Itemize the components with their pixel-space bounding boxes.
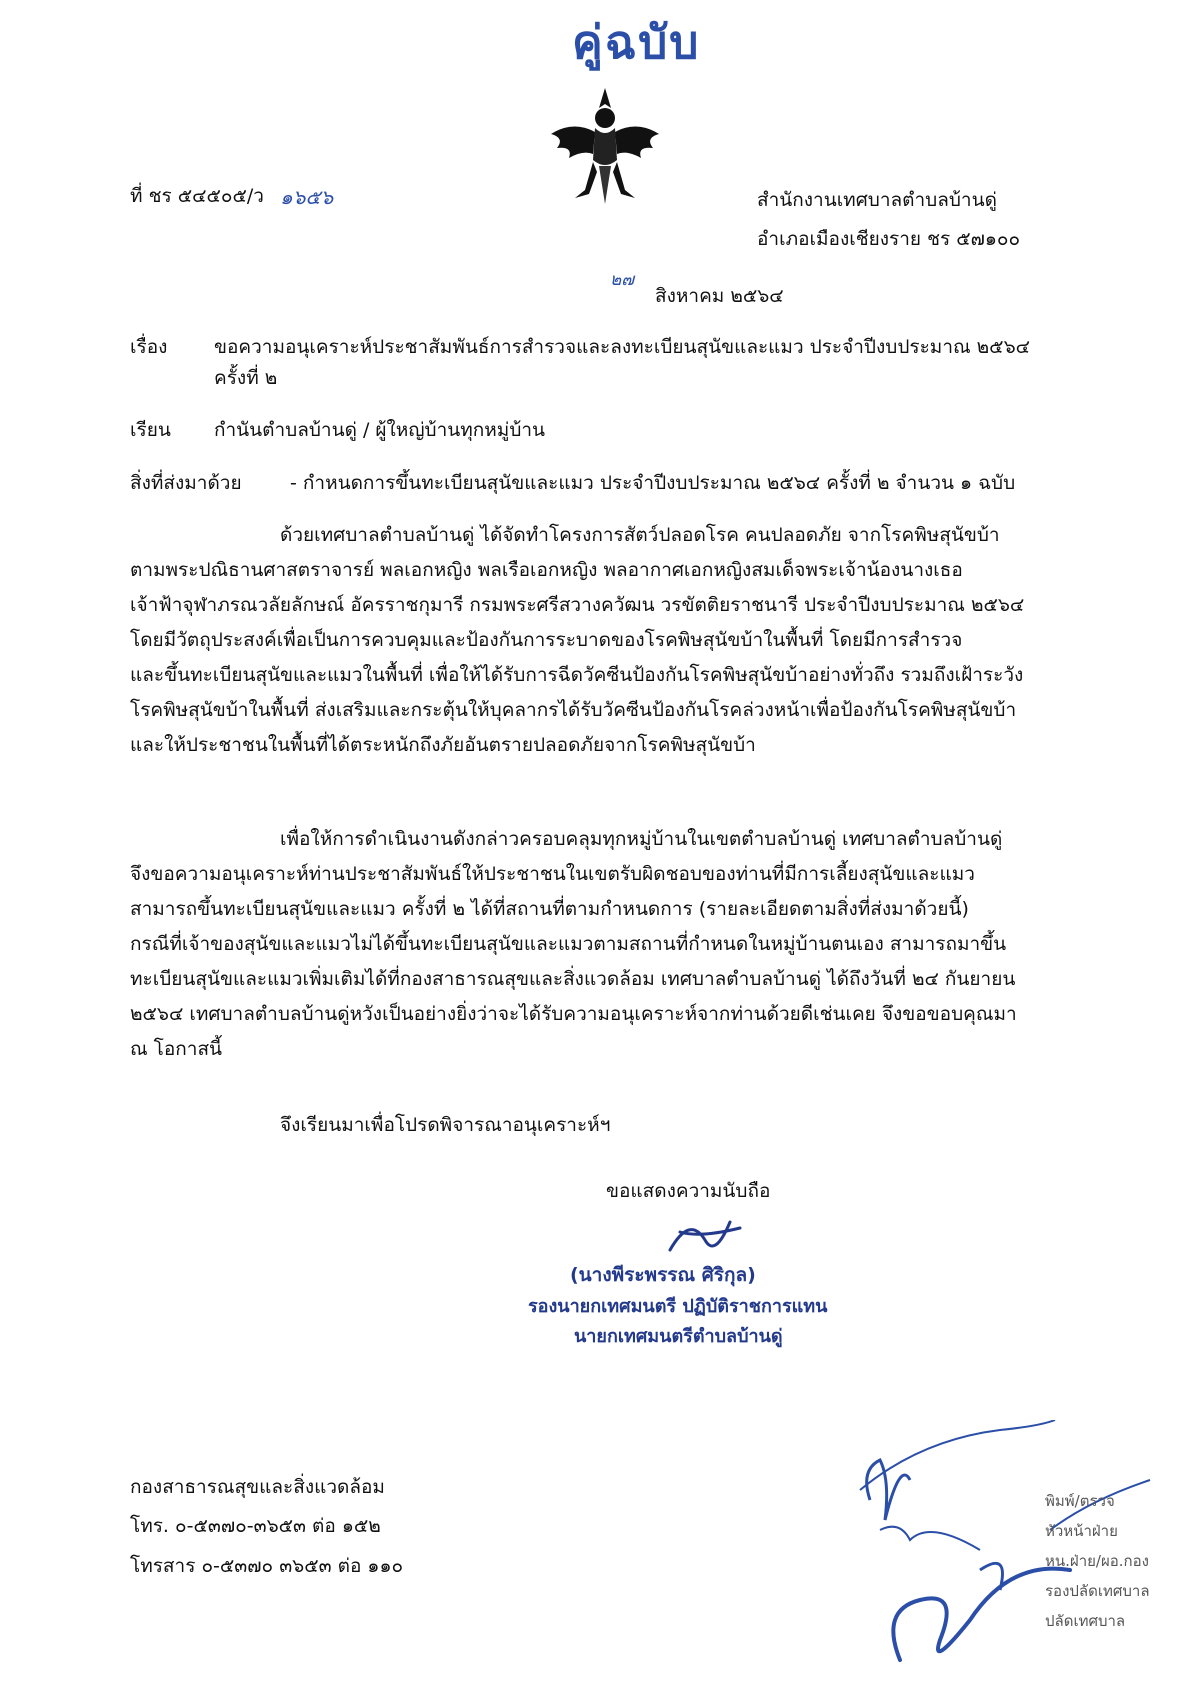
garuda-emblem-icon <box>545 80 665 210</box>
body-paragraph-2 <box>130 822 1110 1067</box>
routing-list <box>1045 1486 1150 1636</box>
paragraph-line: ณ โอกาสนี้ <box>130 1038 223 1060</box>
footer-fax: โทรสาร ๐-๕๓๗๐ ๓๖๕๓ ต่อ ๑๑๐ <box>130 1555 404 1577</box>
paragraph-line: ด้วยเทศบาลตำบลบ้านดู่ ได้จัดทำโครงการสัตว์ปลอดโรค คนปลอดภัย จากโรคพิษสุนัขบ้า <box>280 524 1000 546</box>
paragraph-line: สามารถขึ้นทะเบียนสุนัขและแมว ครั้งที่ ๒ ได้ที่สถานที่ตามกำหนดการ (รายละเอียดตามสิ่งที่ส่งมาด้วยนี้) <box>130 898 969 920</box>
paragraph-line: โรคพิษสุนัขบ้าในพื้นที่ ส่งเสริมและกระตุ้นให้บุคลากรได้รับวัคซีนป้องกันโรคล่วงหน้าเพื่อป้องกันโรคพิษสุนัขบ้า <box>130 699 1017 721</box>
closing-salutation: ขอแสดงความนับถือ <box>606 1180 771 1202</box>
paragraph-line: จึงขอความอนุเคราะห์ท่านประชาสัมพันธ์ให้ประชาชนในเขตรับผิดชอบของท่านที่มีการเลี้ยงสุนัขและแมว <box>130 863 975 885</box>
body-paragraph-1 <box>130 518 1110 763</box>
date-day-handwritten: ๒๗ <box>610 270 634 290</box>
subject-label: เรื่อง <box>130 336 168 358</box>
subject-line2: ครั้งที่ ๒ <box>214 367 278 389</box>
office-address: อำเภอเมืองเชียงราย ชร ๕๗๑๐๐ <box>757 228 1021 250</box>
paragraph-line: ทะเบียนสุนัขและแมวเพิ่มเติมได้ที่กองสาธารณสุขและสิ่งแวดล้อม เทศบาลตำบลบ้านดู่ ได้ถึงวันที่ ๒๔ กันยายน <box>130 968 1016 990</box>
routing-line: รองปลัดเทศบาล <box>1045 1582 1150 1600</box>
paragraph-line: ตามพระปณิธานศาสตราจารย์ พลเอกหญิง พลเรือเอกหญิง พลอากาศเอกหญิงสมเด็จพระเจ้าน้องนางเธอ <box>130 559 963 581</box>
paragraph-line: เพื่อให้การดำเนินงานดังกล่าวครอบคลุมทุกหมู่บ้านในเขตตำบลบ้านดู่ เทศบาลตำบลบ้านดู่ <box>280 828 1003 850</box>
reference-number: ที่ ชร ๕๔๕๐๕/ว <box>130 185 264 207</box>
paragraph-line: กรณีที่เจ้าของสุนัขและแมวไม่ได้ขึ้นทะเบียนสุนัขและแมวตามสถานที่กำหนดในหมู่บ้านตนเอง สามารถมาขึ้น <box>130 933 1007 955</box>
routing-line: หัวหน้าฝ่าย <box>1045 1522 1118 1540</box>
routing-line: ปลัดเทศบาล <box>1045 1612 1126 1630</box>
signatory-name: (นางพีระพรรณ ศิริกุล) <box>570 1264 756 1286</box>
paragraph-line: โดยมีวัตถุประสงค์เพื่อเป็นการควบคุมและป้องกันการระบาดของโรคพิษสุนัขบ้าในพื้นที่ โดยมีการสำรวจ <box>130 629 963 651</box>
copy-stamp: คู่ฉบับ <box>572 15 701 69</box>
office-name: สำนักงานเทศบาลตำบลบ้านดู่ <box>757 189 997 211</box>
to-label: เรียน <box>130 419 171 441</box>
letter-date: สิงหาคม ๒๕๖๔ <box>655 285 784 307</box>
closing-request: จึงเรียนมาเพื่อโปรดพิจารณาอนุเคราะห์ฯ <box>280 1114 611 1136</box>
paragraph-line: เจ้าฟ้าจุฬาภรณวลัยลักษณ์ อัครราชกุมารี กรมพระศรีสวางควัฒน วรขัตติยราชนารี ประจำปีงบประมาณ ๒๕๖๔ <box>130 594 1025 616</box>
signature-mark-icon <box>660 1210 750 1265</box>
paragraph-line: ๒๕๖๔ เทศบาลตำบลบ้านดู่หวังเป็นอย่างยิ่งว่าจะได้รับความอนุเคราะห์จากท่านด้วยดีเช่นเคย จึงขอขอบคุณมา <box>130 1003 1017 1025</box>
signatory-position-2: นายกเทศมนตรีตำบลบ้านดู่ <box>574 1326 783 1347</box>
paragraph-line: และให้ประชาชนในพื้นที่ได้ตระหนักถึงภัยอันตรายปลอดภัยจากโรคพิษสุนัขบ้า <box>130 734 756 756</box>
footer-department: กองสาธารณสุขและสิ่งแวดล้อม <box>130 1476 385 1498</box>
enclosure-value: - กำหนดการขึ้นทะเบียนสุนัขและแมว ประจำปีงบประมาณ ๒๕๖๔ ครั้งที่ ๒ จำนวน ๑ ฉบับ <box>290 472 1016 494</box>
routing-line: พิมพ์/ตรวจ <box>1045 1492 1115 1510</box>
paragraph-line: และขึ้นทะเบียนสุนัขและแมวในพื้นที่ เพื่อให้ได้รับการฉีดวัคซีนป้องกันโรคพิษสุนัขบ้าอย่างทั่วถึง รวมถึงเฝ้าระวัง <box>130 664 1024 686</box>
enclosure-label: สิ่งที่ส่งมาด้วย <box>130 472 242 494</box>
signatory-position-1: รองนายกเทศมนตรี ปฏิบัติราชการแทน <box>528 1296 828 1317</box>
subject-line1: ขอความอนุเคราะห์ประชาสัมพันธ์การสำรวจและลงทะเบียนสุนัขและแมว ประจำปีงบประมาณ ๒๕๖๔ <box>214 336 1031 358</box>
routing-line: หน.ฝ่าย/ผอ.กอง <box>1045 1552 1149 1570</box>
reference-handwritten: ๑๖๕๖ <box>280 185 334 209</box>
to-value: กำนันตำบลบ้านดู่ / ผู้ใหญ่บ้านทุกหมู่บ้าน <box>214 419 546 441</box>
footer-phone: โทร. ๐-๕๓๗๐-๓๖๕๓ ต่อ ๑๕๒ <box>130 1515 381 1537</box>
